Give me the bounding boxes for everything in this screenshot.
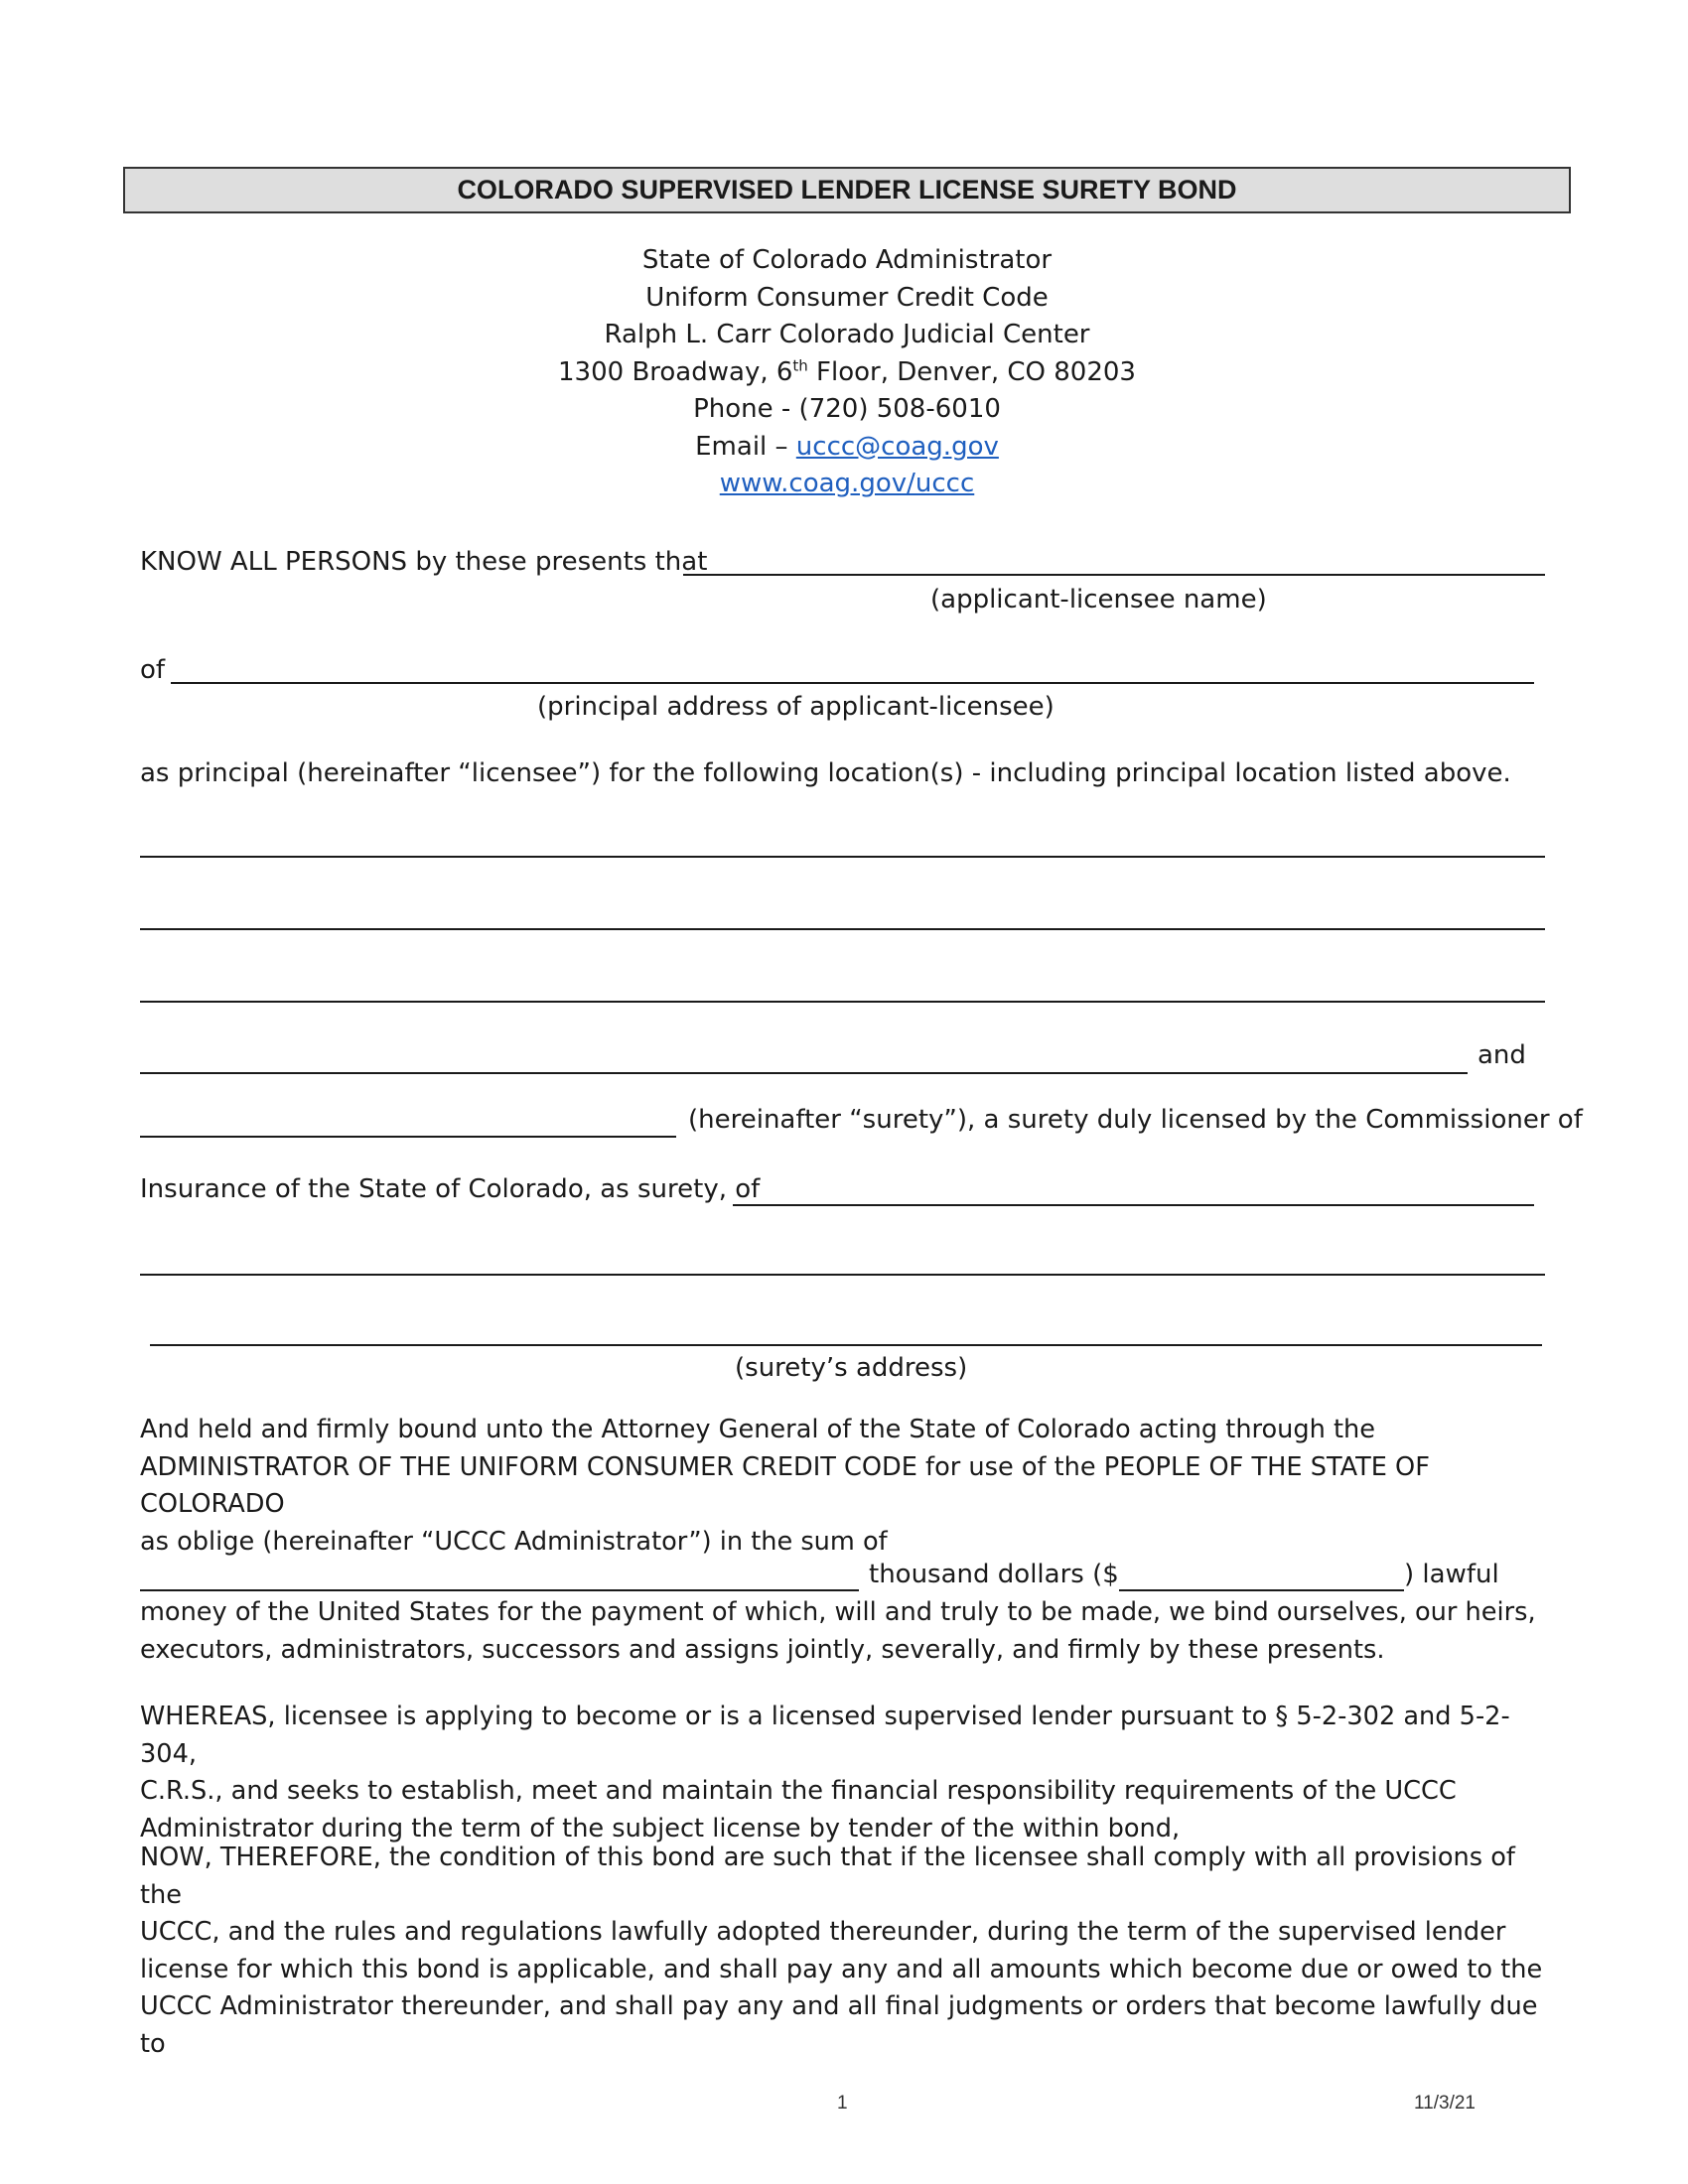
header-phone: Phone - (720) 508-6010 [693, 394, 1001, 424]
lawful-text: ) lawful [1404, 1560, 1499, 1589]
header-line-code: Uniform Consumer Credit Code [645, 282, 1049, 313]
now-line-3: license for which this bond is applicable, and shall pay any and all amounts which become due or owed to the [140, 1954, 1543, 1984]
email-label: Email – [695, 431, 796, 462]
sum-amount-field[interactable] [1119, 1589, 1404, 1591]
location-line-4[interactable] [140, 1072, 1468, 1074]
whereas-paragraph [140, 1699, 1550, 1847]
surety-address-field-1[interactable] [733, 1204, 1534, 1206]
sum-words-field[interactable] [140, 1589, 859, 1591]
sum-paragraph [140, 1594, 1550, 1669]
now-line-2: UCCC, and the rules and regulations lawfully adopted thereunder, during the term of the supervised lender [140, 1917, 1506, 1947]
header-line-judicial-center: Ralph L. Carr Colorado Judicial Center [604, 320, 1090, 349]
of-lead: of [140, 655, 166, 685]
email-link[interactable]: uccc@coag.gov [795, 431, 999, 462]
header-website-line [123, 466, 1571, 503]
thousand-dollars-text: thousand dollars ($ [869, 1560, 1119, 1589]
whereas-line-2: C.R.S., and seeks to establish, meet and maintain the financial responsibility requirements of the UCCC [140, 1776, 1457, 1806]
agency-header [123, 242, 1571, 503]
principal-text: as principal (hereinafter “licensee”) for the following location(s) - including principal location listed above. [140, 758, 1511, 788]
know-all-lead: KNOW ALL PERSONS by these presents that [140, 547, 708, 577]
sum-line-2: money of the United States for the payment of which, will and truly to be made, we bind ourselves, our heirs, [140, 1597, 1536, 1627]
whereas-line-1: WHEREAS, licensee is applying to become or is a licensed supervised lender pursuant to § 5-2-302 and 5-2-304, [140, 1702, 1510, 1769]
website-link[interactable]: www.coag.gov/uccc [719, 469, 975, 498]
held-line-1: And held and firmly bound unto the Attorney General of the State of Colorado acting through the [140, 1415, 1375, 1444]
now-line-4: UCCC Administrator thereunder, and shall pay any and all final judgments or orders that become lawfully due to [140, 1991, 1538, 2059]
surety-text: (hereinafter “surety”), a surety duly licensed by the Commissioner of [688, 1105, 1583, 1135]
and-word: and [1477, 1040, 1526, 1070]
document-title: COLORADO SUPERVISED LENDER LICENSE SURETY BOND [123, 167, 1571, 213]
surety-address-caption: (surety’s address) [735, 1353, 968, 1383]
applicant-name-caption: (applicant-licensee name) [930, 585, 1267, 614]
location-line-1[interactable] [140, 856, 1545, 858]
whereas-line-3: Administrator during the term of the subject license by tender of the within bond, [140, 1813, 1181, 1843]
header-address [123, 354, 1571, 392]
held-line-2: ADMINISTRATOR OF THE UNIFORM CONSUMER CREDIT CODE for use of the PEOPLE OF THE STATE OF COLORADO [140, 1451, 1430, 1519]
header-email-line [123, 429, 1571, 467]
principal-address-field[interactable] [171, 682, 1534, 684]
address-sup: th [792, 355, 808, 374]
insurance-text: Insurance of the State of Colorado, as surety, of [140, 1174, 761, 1204]
applicant-name-field[interactable] [683, 574, 1545, 576]
surety-address-field-3[interactable] [150, 1344, 1542, 1346]
address-suffix: Floor, Denver, CO 80203 [807, 356, 1136, 387]
address-prefix: 1300 Broadway, 6 [558, 356, 793, 387]
location-line-3[interactable] [140, 1001, 1545, 1003]
header-line-administrator: State of Colorado Administrator [641, 245, 1053, 275]
revision-date: 11/3/21 [1414, 2093, 1476, 2114]
location-line-2[interactable] [140, 928, 1545, 930]
principal-address-caption: (principal address of applicant-licensee) [537, 692, 1055, 722]
held-line-3: as oblige (hereinafter “UCCC Administrator”) in the sum of [140, 1526, 888, 1557]
held-paragraph [140, 1412, 1550, 1561]
surety-address-field-2[interactable] [140, 1274, 1545, 1276]
sum-line-3: executors, administrators, successors and assigns jointly, severally, and firmly by these presents. [140, 1634, 1385, 1665]
now-line-1: NOW, THEREFORE, the condition of this bond are such that if the licensee shall comply with all provisions of the [140, 1843, 1515, 1910]
page-number: 1 [837, 2093, 848, 2114]
now-paragraph [140, 1840, 1550, 2063]
surety-name-field[interactable] [140, 1136, 676, 1138]
